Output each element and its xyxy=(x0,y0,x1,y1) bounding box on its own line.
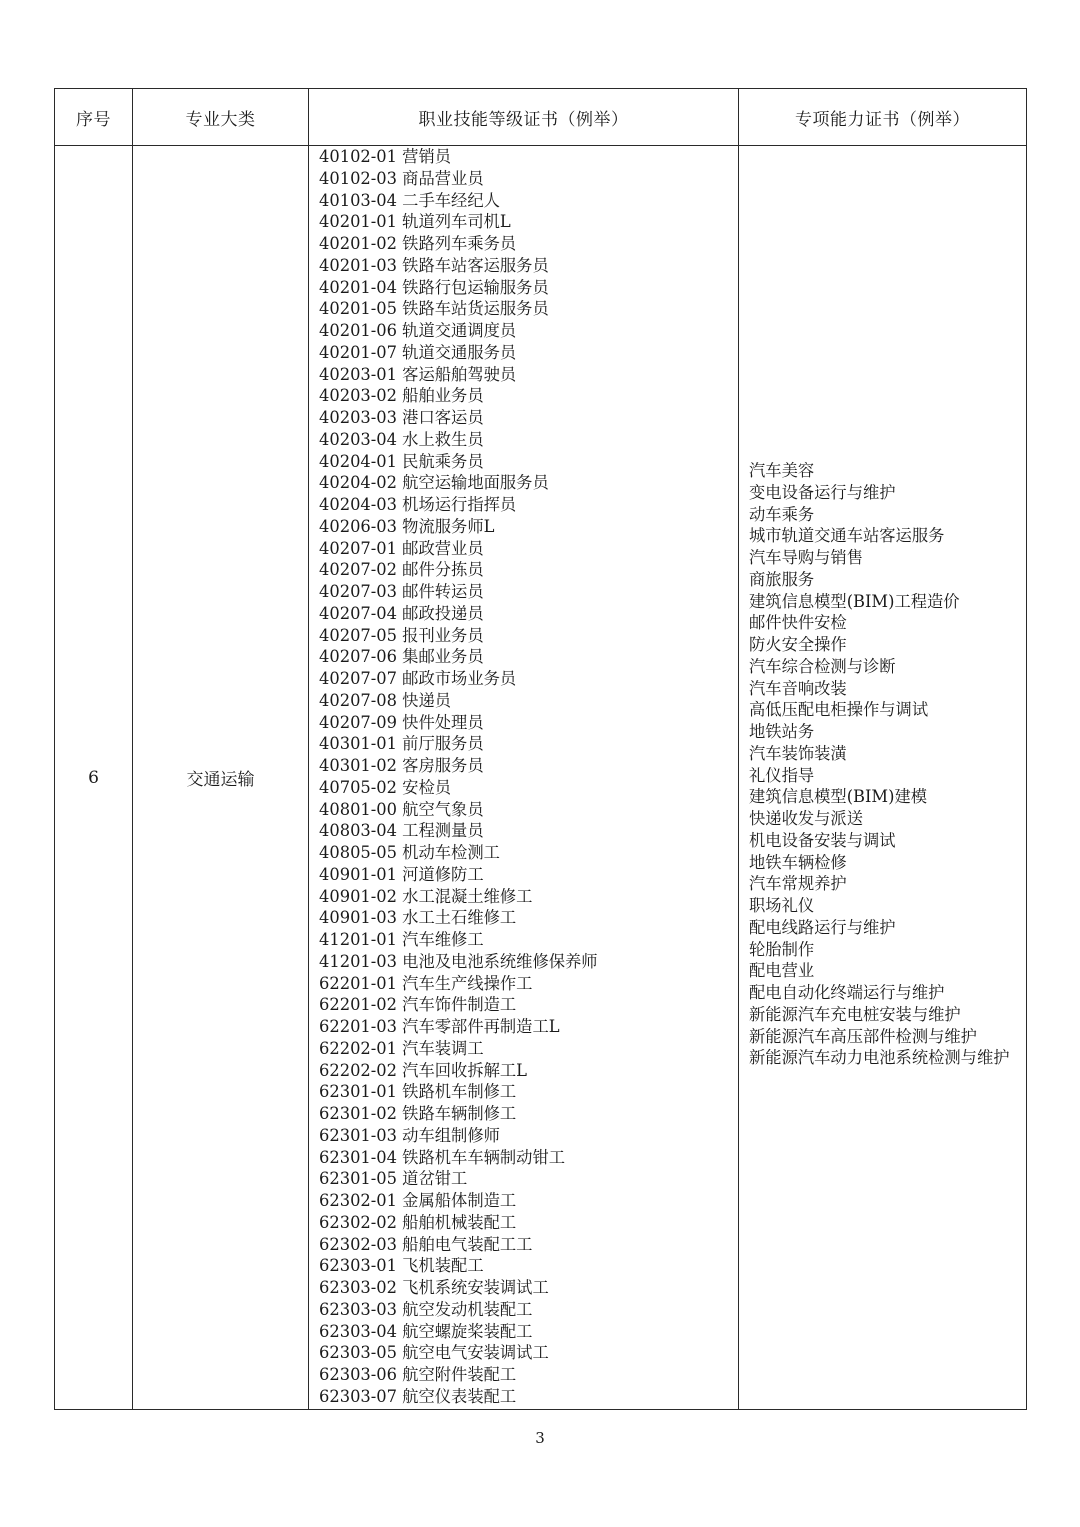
special-cert-item: 动车乘务 xyxy=(749,504,815,524)
skill-cert-item: 40102-03 商品营业员 xyxy=(319,168,484,188)
skill-cert-item: 40301-01 前厅服务员 xyxy=(319,734,484,754)
header-category: 专业大类 xyxy=(133,89,309,146)
special-cert-item: 快递收发与派送 xyxy=(749,809,863,828)
header-special-cert: 专项能力证书（例举） xyxy=(739,89,1027,146)
skill-cert-item: 62201-01 汽车生产线操作工 xyxy=(319,973,533,993)
special-cert-item: 商旅服务 xyxy=(749,569,815,589)
skill-cert-item: 62301-04 铁路机车车辆制动钳工 xyxy=(319,1147,566,1167)
skill-cert-item: 40901-02 水工混凝土维修工 xyxy=(319,886,533,906)
skill-cert-item: 40901-01 河道修防工 xyxy=(319,864,484,884)
skill-cert-item: 62303-07 航空仪表装配工 xyxy=(319,1386,517,1406)
special-cert-item: 城市轨道交通车站客运服务 xyxy=(749,526,945,546)
special-cert-item: 汽车综合检测与诊断 xyxy=(749,656,896,676)
skill-cert-item: 62202-01 汽车装调工 xyxy=(319,1038,484,1058)
special-cert-item: 配电自动化终端运行与维护 xyxy=(749,983,945,1002)
table-header-row xyxy=(55,89,1027,146)
skill-cert-item: 40203-03 港口客运员 xyxy=(319,408,484,427)
skill-cert-item: 40201-06 轨道交通调度员 xyxy=(319,321,517,340)
special-cert-item: 职场礼仪 xyxy=(749,896,815,915)
certificate-table xyxy=(54,88,1027,1410)
special-cert-item: 汽车音响改装 xyxy=(749,678,847,698)
skill-cert-cell xyxy=(309,146,739,1410)
skill-cert-item: 40207-04 邮政投递员 xyxy=(319,603,484,623)
special-cert-item: 邮件快件安检 xyxy=(749,613,847,633)
skill-cert-item: 40207-02 邮件分拣员 xyxy=(319,560,484,580)
skill-cert-item: 40705-02 安检员 xyxy=(319,777,452,797)
skill-cert-item: 40801-00 航空气象员 xyxy=(319,799,484,819)
skill-cert-item: 40207-03 邮件转运员 xyxy=(319,582,484,601)
skill-cert-item: 40207-08 快递员 xyxy=(319,690,452,710)
skill-cert-item: 40204-03 机场运行指挥员 xyxy=(319,495,517,514)
skill-cert-item: 62302-03 船舶电气装配工工 xyxy=(319,1234,533,1254)
special-cert-item: 轮胎制作 xyxy=(749,939,815,959)
skill-cert-item: 62302-01 金属船体制造工 xyxy=(319,1191,517,1210)
special-cert-item: 汽车导购与销售 xyxy=(749,548,863,567)
skill-cert-item: 62303-05 航空电气安装调试工 xyxy=(319,1343,549,1363)
skill-cert-item: 40803-04 工程测量员 xyxy=(319,821,484,841)
skill-cert-item: 62301-05 道岔钳工 xyxy=(319,1169,468,1189)
skill-cert-item: 62201-03 汽车零部件再制造工L xyxy=(319,1017,560,1036)
special-cert-item: 地铁车辆检修 xyxy=(749,852,847,872)
skill-cert-item: 40102-01 营销员 xyxy=(319,147,452,166)
special-cert-item: 礼仪指导 xyxy=(749,765,815,785)
skill-cert-item: 40201-03 铁路车站客运服务员 xyxy=(319,255,549,275)
special-cert-list xyxy=(739,460,1026,1069)
row-category: 交通运输 xyxy=(133,146,309,1410)
special-cert-item: 配电线路运行与维护 xyxy=(749,917,896,937)
skill-cert-item: 40201-01 轨道列车司机L xyxy=(319,212,511,232)
skill-cert-item: 40201-04 铁路行包运输服务员 xyxy=(319,277,549,297)
skill-cert-item: 40207-09 快件处理员 xyxy=(319,712,484,732)
skill-cert-item: 40207-07 邮政市场业务员 xyxy=(319,669,517,688)
special-cert-item: 建筑信息模型(BIM)建模 xyxy=(749,787,928,807)
skill-cert-item: 62301-01 铁路机车制修工 xyxy=(319,1082,517,1102)
skill-cert-item: 40207-05 报刊业务员 xyxy=(319,625,484,645)
skill-cert-item: 40206-03 物流服务师L xyxy=(319,516,495,536)
special-cert-item: 新能源汽车动力电池系统检测与维护 xyxy=(749,1048,1010,1068)
special-cert-item: 新能源汽车充电桩安装与维护 xyxy=(749,1004,961,1024)
special-cert-item: 汽车美容 xyxy=(749,461,815,480)
skill-cert-item: 40201-07 轨道交通服务员 xyxy=(319,342,517,362)
skill-cert-item: 40901-03 水工土石维修工 xyxy=(319,908,517,928)
skill-cert-item: 40103-04 二手车经纪人 xyxy=(319,190,500,210)
header-index: 序号 xyxy=(55,89,133,146)
page-number: 3 xyxy=(535,1429,545,1447)
skill-cert-item: 62303-06 航空附件装配工 xyxy=(319,1365,517,1384)
skill-cert-item: 40201-05 铁路车站货运服务员 xyxy=(319,299,549,319)
header-skill-cert: 职业技能等级证书（例举） xyxy=(309,89,739,146)
skill-cert-list xyxy=(309,146,738,1408)
skill-cert-item: 40203-04 水上救生员 xyxy=(319,429,484,449)
skill-cert-item: 40301-02 客房服务员 xyxy=(319,756,484,775)
skill-cert-item: 62301-03 动车组制修师 xyxy=(319,1125,500,1145)
skill-cert-item: 41201-03 电池及电池系统维修保养师 xyxy=(319,951,598,971)
skill-cert-item: 40805-05 机动车检测工 xyxy=(319,843,500,862)
special-cert-item: 变电设备运行与维护 xyxy=(749,482,896,502)
skill-cert-item: 40204-01 民航乘务员 xyxy=(319,451,484,471)
special-cert-item: 高低压配电柜操作与调试 xyxy=(749,700,929,720)
skill-cert-item: 62303-03 航空发动机装配工 xyxy=(319,1299,533,1319)
skill-cert-item: 40204-02 航空运输地面服务员 xyxy=(319,473,549,493)
skill-cert-item: 41201-01 汽车维修工 xyxy=(319,930,484,949)
special-cert-item: 机电设备安装与调试 xyxy=(749,830,896,850)
table-row xyxy=(55,146,1027,1410)
skill-cert-item: 62302-02 船舶机械装配工 xyxy=(319,1212,517,1232)
skill-cert-item: 62201-02 汽车饰件制造工 xyxy=(319,995,517,1015)
special-cert-item: 汽车装饰装潢 xyxy=(749,743,847,763)
skill-cert-item: 40207-01 邮政营业员 xyxy=(319,538,484,558)
skill-cert-item: 62301-02 铁路车辆制修工 xyxy=(319,1104,517,1123)
row-index: 6 xyxy=(55,146,133,1410)
skill-cert-item: 62202-02 汽车回收拆解工L xyxy=(319,1060,527,1080)
skill-cert-item: 40207-06 集邮业务员 xyxy=(319,647,484,667)
special-cert-item: 汽车常规养护 xyxy=(749,874,847,894)
skill-cert-item: 62303-02 飞机系统安装调试工 xyxy=(319,1278,549,1297)
skill-cert-item: 40201-02 铁路列车乘务员 xyxy=(319,234,517,253)
special-cert-item: 地铁站务 xyxy=(749,722,815,741)
special-cert-item: 建筑信息模型(BIM)工程造价 xyxy=(749,591,960,611)
special-cert-item: 配电营业 xyxy=(749,961,815,981)
skill-cert-item: 40203-02 船舶业务员 xyxy=(319,386,484,406)
skill-cert-item: 62303-04 航空螺旋桨装配工 xyxy=(319,1321,533,1341)
skill-cert-item: 40203-01 客运船舶驾驶员 xyxy=(319,364,517,384)
special-cert-item: 防火安全操作 xyxy=(749,635,847,654)
special-cert-item: 新能源汽车高压部件检测与维护 xyxy=(749,1026,977,1046)
special-cert-cell xyxy=(739,146,1027,1410)
skill-cert-item: 62303-01 飞机装配工 xyxy=(319,1256,484,1276)
